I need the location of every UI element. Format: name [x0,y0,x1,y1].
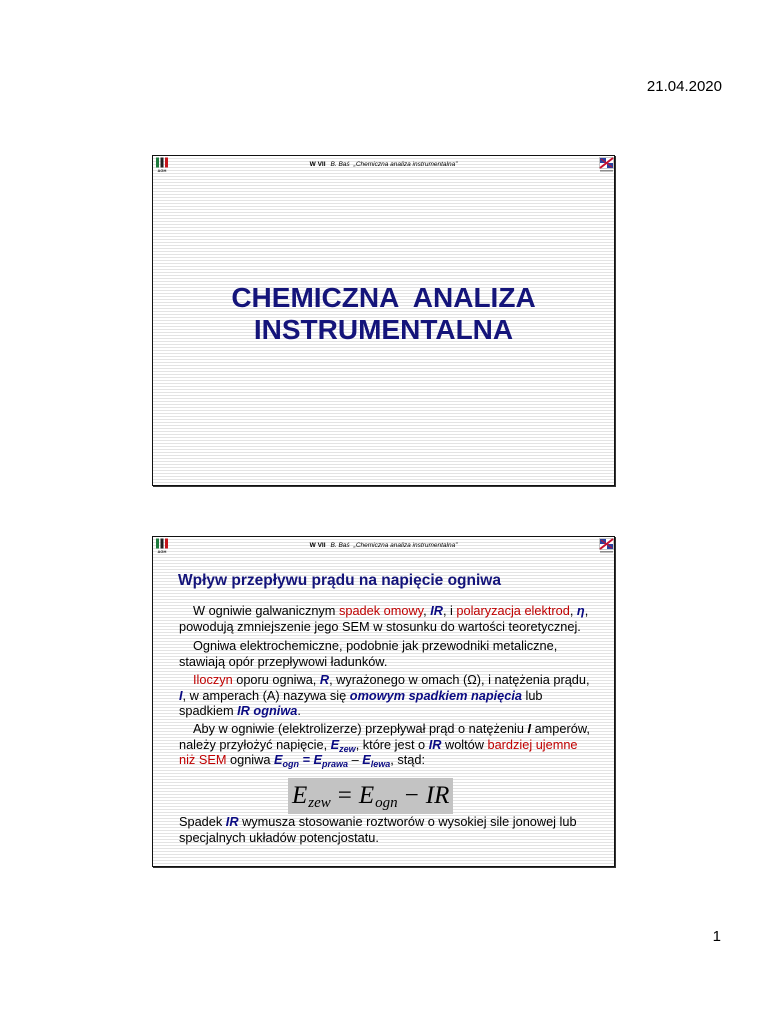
text-run: oporu ogniwa, [232,672,320,687]
lecture-author: B. Baś [330,161,350,168]
emphasis-term: R [319,672,330,687]
title-line: INSTRUMENTALNA [253,314,514,345]
text-run: , i [442,603,457,618]
text-run: ogniwa [226,752,274,767]
highlight-text: niż SEM [179,752,227,767]
emphasis-term: η [576,603,585,618]
emphasis-term: IR [430,603,443,618]
text-run: należy przyłożyć napięcie, [179,736,331,752]
logo-text: AGH [157,168,167,173]
text-line [179,814,577,830]
text-run: powodują zmniejszenie jego SEM w stosunku do wartości teoretycznej. [179,618,581,634]
formula-subscript: ogn [375,794,398,811]
highlight-text: Iloczyn [193,672,233,687]
emphasis-term: omowym spadkiem napięcia [349,687,522,703]
emphasis-term: E [330,736,340,752]
emphasis-term: IR ogniwa [237,703,298,718]
emphasis-term: IR [225,814,239,829]
text-run: , [423,603,431,618]
slide-2 [152,536,615,867]
paragraph [179,672,590,719]
text-line [179,830,577,846]
paragraph [179,603,588,634]
text-run: – [348,752,363,767]
emphasis-term: = [299,752,314,767]
text-run: W ogniwie galwanicznym [193,603,339,618]
text-run: , w amperach (A) nazywa się [182,687,350,703]
text-line [179,672,590,688]
text-run: wymusza stosowanie roztworów o wysokiej sile jonowej lub [238,814,577,829]
formula-subscript: zew [308,794,331,811]
highlight-text: spadek omowy [338,603,424,618]
slide-heading: Wpływ przepływu prądu na napięcie ogniwa [178,572,501,589]
lecture-author: B. Baś [330,542,350,549]
text-run: . [297,703,301,718]
course-title: „Chemiczna analiza instrumentalna” [353,542,458,549]
text-line [179,703,590,719]
emphasis-term: I [527,721,532,736]
text-run: , [584,603,589,618]
title-line: CHEMICZNA ANALIZA [231,282,536,313]
logo-text: AGH [157,549,167,554]
lecture-number: W VII [309,542,326,549]
formula-variable: E [358,782,375,809]
emphasis-term: E [273,752,283,767]
highlight-text: polaryzacja elektrod [456,603,570,618]
text-run: stawiają opór przepływowi ładunków. [179,653,388,669]
text-run: woltów [441,736,488,752]
text-run: Aby w ogniwie (elektrolizerze) przepływał prąd o natężeniu [193,721,528,736]
text-line [179,654,557,670]
emphasis-term: E [313,752,323,767]
formula-minus: − [404,782,419,809]
text-line [179,737,590,753]
faculty-logo [599,157,614,173]
text-run: , [569,603,577,618]
subscript: ogn [282,759,299,769]
emphasis-term: IR [428,736,442,752]
text-line [179,638,557,654]
page-date: 21.04.2020 [646,78,722,95]
slide-header [153,542,614,550]
text-line [179,721,590,737]
faculty-logo [599,538,614,554]
paragraph [179,721,590,768]
text-line [179,603,588,619]
text-run: specjalnych układów potencjostatu. [179,829,379,845]
subscript: lewa [370,759,391,769]
text-run: lub [521,687,543,703]
text-run: amperów, [531,721,590,736]
highlight-text: bardziej ujemne [487,736,578,752]
subscript: prawa [322,759,349,769]
slide-header [153,161,614,169]
subscript: zew [339,743,356,754]
text-run: , które jest o [355,736,429,752]
text-run: , wyrażonego w omach (Ω), i natężenia prądu, [329,672,590,687]
text-run: Spadek [179,814,226,829]
formula-equals: = [337,782,352,809]
text-run: spadkiem [179,703,238,718]
text-line [179,619,588,635]
page-number: 1 [712,928,721,945]
emphasis-term: I [179,687,183,703]
paragraph [179,814,577,845]
text-line [179,688,590,704]
paragraph [179,638,557,669]
formula-term: IR [425,782,450,809]
text-run: Ogniwa elektrochemiczne, podobnie jak przewodniki metaliczne, [193,638,558,653]
course-title: „Chemiczna analiza instrumentalna” [353,161,458,168]
formula-box [288,778,453,814]
text-run: , stąd: [390,752,426,767]
emphasis-term: E [362,752,371,767]
text-line [179,752,590,768]
lecture-number: W VII [309,161,326,168]
slide-title [153,282,614,346]
formula-variable: E [292,782,308,809]
slide-1 [152,155,615,486]
